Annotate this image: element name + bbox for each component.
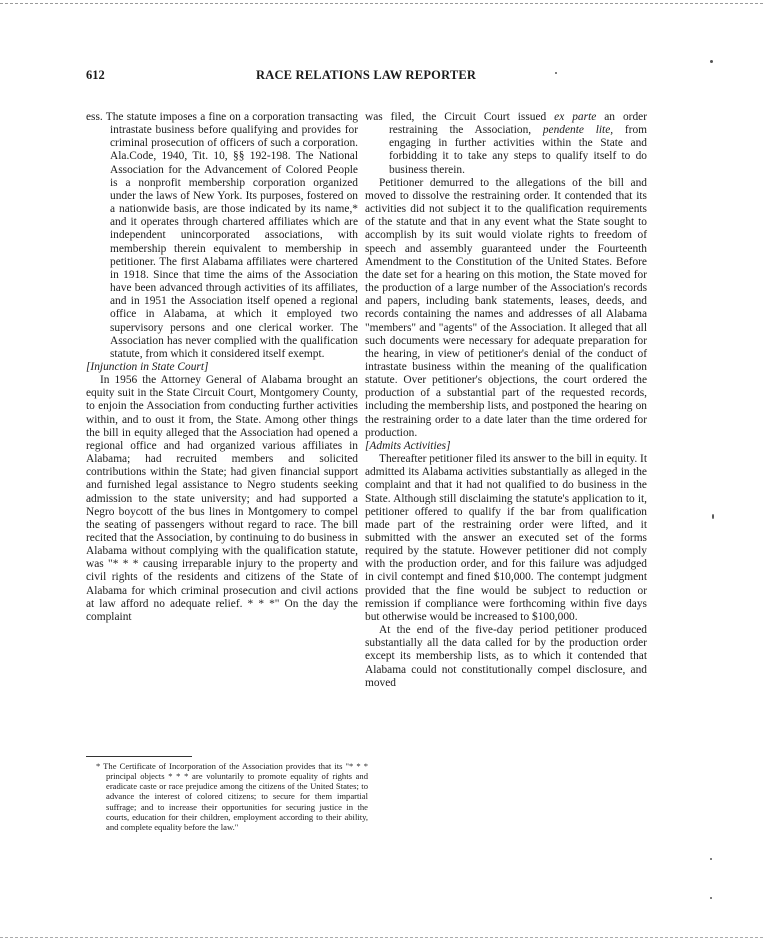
left-paragraph-1: ess. The statute imposes a fine on a corporation transacting intrastate business before qualifying and provides for criminal prosecution of officers of such a corporation. Ala.Code, 1940, Tit. 10, §§ 192-198. The National Association for the Advancement of Colored People is a nonprofit membership corporation organized under the laws of New York. Its purposes, fostered on a nationwide basis, are those indicated by its name,* and it operates through chartered affiliates which are independent unincorporated associations, with membership therein equivalent to membership in petitioner. The first Alabama affiliates were chartered in 1918. Since that time the aims of the Association have been advanced through activities of its affiliates, and in 1951 the Association itself opened a regional office in Alabama, at which it employed two supervisory persons and one clerical worker. The Association has never complied with the qualification statute, from which it considered itself exempt. <box>86 111 358 360</box>
right-paragraph-1 <box>365 111 647 177</box>
right-paragraph-1-lead: was filed, the Circuit Court issued <box>365 111 555 123</box>
right-paragraph-4: At the end of the five-day period petitioner produced substantially all the data called for by the production order except its membership lists, as to which it contended that Alabama could not constitutionally compel disclosure, and moved <box>365 624 647 689</box>
right-paragraph-1-tail: from engaging in further activities within the State and forbidding it to take any steps to qualify itself to do business therein. <box>389 124 648 176</box>
right-paragraph-3: Thereafter petitioner filed its answer to the bill in equity. It admitted its Alabama activities substantially as alleged in the complaint and that it had not qualified to do business in the State. Although still disclaiming the statute's application to it, petitioner offered to qualify if the bar from qualification made part of the restraining order were lifted, and it submitted with the answer an executed set of the forms required by the statute. However petitioner did not comply with the production order, and for this failure was adjudged in civil contempt and fined $10,000. The contempt judgment provided that the fine would be subject to reduction or remission if compliance were forthcoming within five days but otherwise would be increased to $100,000. <box>365 453 647 623</box>
scan-speck <box>710 60 713 63</box>
top-scan-edge <box>0 3 763 4</box>
ex-parte-term: ex parte <box>554 111 597 123</box>
right-column <box>365 111 647 690</box>
right-paragraph-1-mid: an order restraining the Association, <box>389 111 647 137</box>
scan-speck <box>710 897 712 899</box>
running-title: RACE RELATIONS LAW REPORTER <box>256 68 477 82</box>
footnote-divider <box>86 756 192 757</box>
page-number: 612 <box>86 68 105 82</box>
section-heading-injunction: [Injunction in State Court] <box>86 360 209 373</box>
section-heading-admits-activities: [Admits Activities] <box>365 439 451 452</box>
left-paragraph-2: In 1956 the Attorney General of Alabama brought an equity suit in the State Circuit Court, Montgomery County, to enjoin the Association from conducting further activities within, and to oust it from, the State. Among other things the bill in equity alleged that the Association had opened a regional office and had organized various affiliates in Alabama; had recruited members and solicited contributions within the State; had given financial support and furnished legal assistance to Negro students seeking admission to the state university; and had supported a Negro boycott of the bus lines in Montgomery to compel the seating of passengers without regard to race. The bill recited that the Association, by continuing to do business in Alabama without complying with the qualification statute, was "* * * causing irreparable injury to the property and civil rights of the residents and citizens of the State of Alabama for which criminal prosecution and civil actions at law afford no adequate relief. * * *" On the day the complaint <box>86 374 358 623</box>
scan-speck <box>555 72 557 74</box>
pendente-lite-term: pendente lite, <box>542 124 614 137</box>
bottom-scan-edge <box>0 937 763 938</box>
scan-speck <box>710 858 712 860</box>
right-paragraph-2: Petitioner demurred to the allegations of the bill and moved to dissolve the restraining order. It contended that its activities did not subject it to the qualification requirements of the statute and that in any event what the State sought to accomplish by its suit would violate rights to freedom of speech and assembly guaranteed under the Fourteenth Amendment to the Constitution of the United States. Before the date set for a hearing on this motion, the State moved for the production of a large number of the Association's records and papers, including bank statements, leases, deeds, and records containing the names and addresses of all Alabama "members" and "agents" of the Association. It alleged that all such documents were necessary for adequate preparation for the hearing, in view of petitioner's denial of the conduct of intrastate business within the meaning of the qualification statute. Over petitioner's objections, the court ordered the production of a substantial part of the requested records, including the membership lists, and postponed the hearing on the restraining order to a date later than the time ordered for production. <box>365 176 647 439</box>
left-column <box>86 111 358 624</box>
scan-speck <box>712 514 714 519</box>
footnote: * The Certificate of Incorporation of the Association provides that its "* * * principal objects * * * are voluntarily to promote equality of rights and eradicate caste or race prejudice among the citizens of the United States; to advance the interest of colored citizens; to secure for them impartial suffrage; and to increase their opportunities for securing justice in the courts, education for their children, employment according to their ability, and complete equality before the law." <box>96 761 368 832</box>
